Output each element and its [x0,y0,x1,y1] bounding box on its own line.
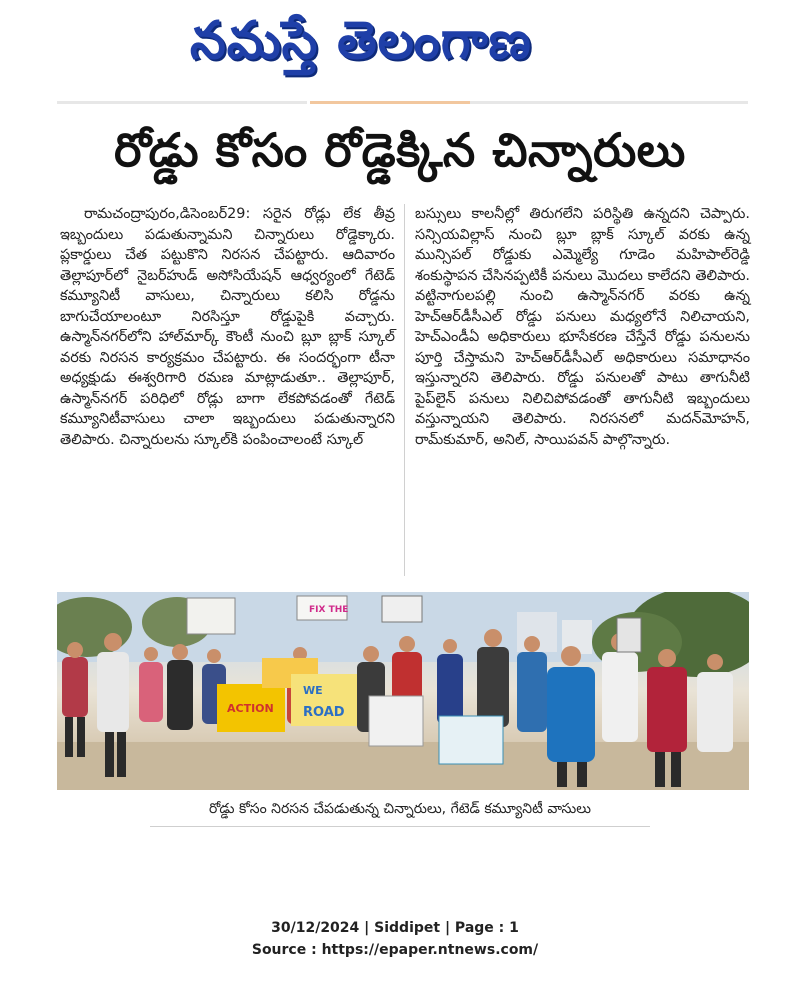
header-rule-right [470,101,748,104]
footer-date-edition: 30/12/2024 | Siddipet | Page : 1 [271,920,519,936]
column-divider [404,204,405,576]
photo-caption: రోడ్డు కోసం నిరసన చేపడుతున్న చిన్నారులు, గేటెడ్ కమ్యూనిటీ వాసులు [208,801,592,817]
header-rule-left [57,101,307,104]
newspaper-logo: నమస్తే తెలంగాణ [190,11,532,71]
placard-text-we: WE [303,684,323,697]
caption-rule [150,826,650,827]
article-column-right: బస్సులు కాలనీల్లో తిరుగలేని పరిస్థితి ఉన్నదని చెప్పారు. సన్సియవిల్లాస్ నుంచి బ్లూ బ్లాక్ స్కూల్ వరకు ఉన్న మున్సిపల్ రోడ్డుకు ఎమ్మెల్యే గూడెం మహిపాల్‌రెడ్డి శంకుస్థాపన చేసినప్పటికీ పనులు మొదలు కాలేదని తెలిపారు. వట్టినాగులపల్లి నుంచి ఉస్మాన్‌నగర్ వరకు ఉన్న హెచ్ఆర్‌డీసీఎల్ రోడ్డు పనులు మధ్యలోనే నిలిచాయని, హెచ్ఎండీఏ అధికారులు భూసేకరణ చేస్తేనే రోడ్డు పనులను పూర్తి చేస్తామని హెచ్ఆర్‌డీసీఎల్ అధికారులు సమాధానం ఇస్తున్నారని తెలిపారు. రోడ్డు పనులతో పాటు తాగునీటి పైప్‌లైన్ పనులు నిలిచిపోవడంతో తాగునీటి ఇబ్బందులు వస్తున్నాయని తెలిపారు. నిరసనలో మదన్‌మోహన్, రామ్‌కుమార్, అనిల్, సాయిపవన్ పాల్గొన్నారు. [415,206,750,448]
protest-photo [57,592,749,790]
placard-text-fix: FIX THE [309,605,349,615]
masthead [0,0,793,96]
article-headline: రోడ్డు కోసం రోడ్డెక్కిన చిన్నారులు [114,123,686,177]
placard-text-road: ROAD [303,705,345,720]
placard-text-action: ACTION [227,702,274,715]
footer-source: Source : https://epaper.ntnews.com/ [251,942,539,958]
header-rule-accent [310,101,470,104]
article-column-left: రామచంద్రాపురం,డిసెంబర్29: సరైన రోడ్లు లేక తీవ్ర ఇబ్బందులు పడుతున్నామని చిన్నారులు రోడ్డెక్కారు. ప్లకార్డులు చేత పట్టుకొని నిరసన చేపట్టారు. ఆదివారం తెల్లాపూర్‌లో నైబర్‌హుడ్ అసోసియేషన్ ఆధ్వర్యంలో గేటెడ్ కమ్యూనిటీ వాసులు, చిన్నారులు కలిసి రోడ్డను బాగుచేయాలంటూ నిరసిస్తూ రోడ్డుపైకి వచ్చారు. ఉస్మాన్‌నగర్‌లోని హాల్‌మార్క్ కౌంటీ నుంచి బ్లూ బ్లాక్ స్కూల్ వరకు నిరసన కార్యక్రమం చేపట్టారు. ఈ సందర్భంగా టీనా అధ్యక్షుడు ఈశ్వరిగారి రమణ మాట్లాడుతూ.. తెల్లాపూర్, ఉస్మాన్‌నగర్ పరిధిలో రోడ్లు బాగా లేకపోవడంతో గేటెడ్ కమ్యూనిటీవాసులు చాలా ఇబ్బందులు పడుతున్నారని తెలిపారు. చిన్నారులను స్కూల్‌కి పంపించాలంటే స్కూల్ [60,206,395,448]
